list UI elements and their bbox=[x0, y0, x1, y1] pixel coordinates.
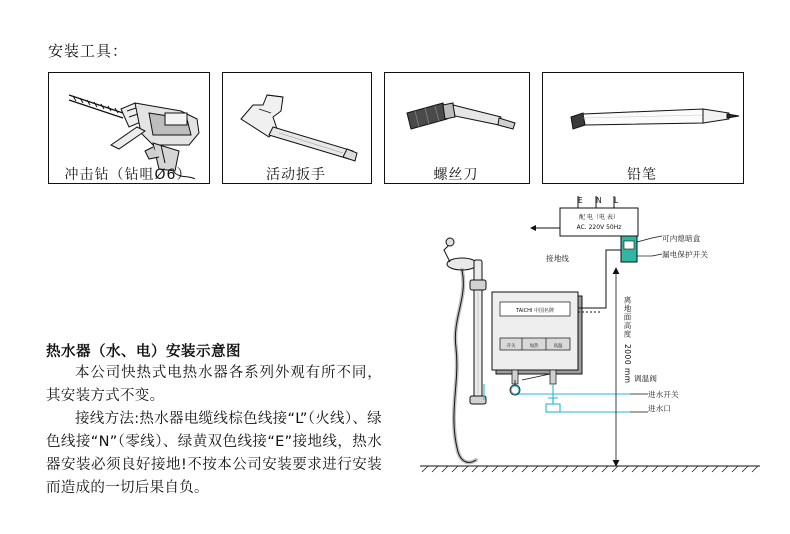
installation-description bbox=[46, 362, 382, 500]
embedded-box-label: 可内熄暗盒 bbox=[662, 234, 701, 243]
water-inlet-label: 进水口 bbox=[648, 404, 672, 413]
leakage-protection-switch bbox=[621, 236, 652, 262]
terminal-label-e: E bbox=[578, 196, 583, 205]
svg-text:加热: 加热 bbox=[529, 344, 539, 349]
electrical-conduit bbox=[578, 250, 622, 312]
shower-hose-shadow bbox=[454, 270, 476, 462]
water-heater-installation-diagram bbox=[400, 188, 790, 508]
leakage-switch-label: 漏电保护开关 bbox=[662, 250, 709, 259]
power-distribution-box bbox=[530, 196, 638, 236]
tool-caption-drill: 冲击钻（钻咀Ø6） bbox=[64, 167, 192, 183]
tool-caption-pencil: 铅笔 bbox=[627, 167, 657, 183]
description-paragraph-1: 本公司快热式电热水器各系列外观有所不同，其安装方式不变。 bbox=[46, 365, 382, 404]
mixing-valve-label: 调温阀 bbox=[634, 374, 658, 383]
svg-text:TAICHI 中国名牌: TAICHI 中国名牌 bbox=[516, 308, 554, 314]
terminal-label-n: N bbox=[596, 196, 602, 205]
height-value: 2000 mm bbox=[623, 344, 632, 384]
water-pipes bbox=[511, 384, 630, 412]
floor-line bbox=[420, 466, 760, 472]
tools-section-title: 安装工具： bbox=[48, 42, 129, 60]
terminal-label-l: L bbox=[614, 196, 619, 205]
installation-diagram-title: 热水器（水、电）安装示意图 bbox=[46, 344, 241, 360]
water-switch-label: 进水开关 bbox=[648, 390, 679, 399]
ground-wire-label: 接地线 bbox=[546, 254, 570, 263]
shower-head bbox=[444, 238, 477, 270]
water-heater-unit bbox=[492, 292, 582, 384]
svg-text:AC. 220V 50Hz: AC. 220V 50Hz bbox=[576, 224, 622, 231]
tool-caption-screwdriver: 螺丝刀 bbox=[433, 167, 479, 183]
svg-text:开关: 开关 bbox=[506, 344, 516, 349]
tool-caption-wrench: 活动扳手 bbox=[266, 167, 326, 183]
shower-slide-bar bbox=[470, 260, 486, 404]
height-label: 离地面高度 bbox=[623, 296, 632, 339]
height-dimension bbox=[613, 268, 619, 466]
svg-text:高温: 高温 bbox=[553, 344, 563, 349]
svg-text:配 电（电 表）: 配 电（电 表） bbox=[579, 214, 619, 221]
description-paragraph-2: 接线方法:热水器电缆线棕色线接“L”（火线）、绿色线接“N”（零线）、绿黄双色线接“E”接地线，热水器安装必须良好接地!不按本公司安装要求进行安装而造成的一切后果自负。 bbox=[46, 411, 382, 496]
